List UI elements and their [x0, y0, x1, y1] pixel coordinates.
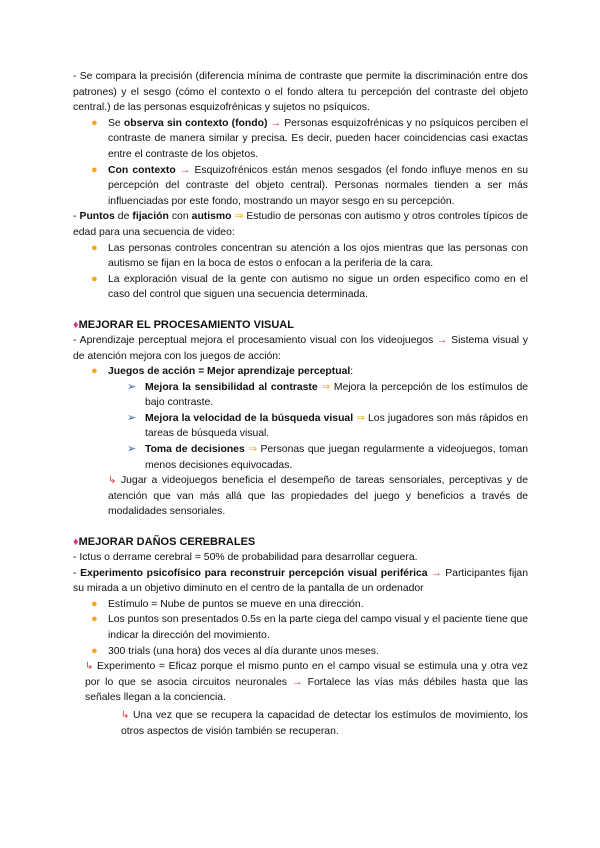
bullet-icon: ● — [91, 365, 98, 378]
diamond-icon: ♦ — [73, 318, 79, 331]
text: Esquizofrénicos están menos sesgados (el fondo influye menos en su percepción del contraste del objeto central). Personas normales tienden a ser más influenciadas por este fondo, mostrando un mayor sesgo en su percepción. — [108, 164, 528, 207]
text: Los jugadores son más rápidos en tareas de búsqueda visual. — [145, 412, 529, 440]
arrow-icon: → — [433, 334, 452, 346]
bold-text: Juegos de acción = Mejor aprendizaje perceptual — [108, 366, 351, 378]
text: Fortalece las vías más débiles hasta que las señales llegan a la conciencia. — [85, 676, 528, 704]
text: - — [73, 567, 81, 579]
bullet-icon: ● — [91, 597, 98, 610]
text: Personas esquizofrénicas y no psíquicos perciben el contraste de manera similar y precisa. Es decir, pueden hacer coincidencias casi exactas entre el contraste de los objetos. — [108, 117, 529, 160]
text: Una vez que se recupera la capacidad de detectar los estímulos de movimiento, los otros aspectos de visión también se recuperan. — [121, 709, 528, 737]
text: - — [73, 211, 80, 223]
note-experiment — [85, 659, 528, 706]
sub-list-item — [127, 442, 529, 473]
text: Sistema visual y de atención mejora con los juegos de acción: — [73, 334, 528, 362]
bullet-icon: ● — [91, 241, 98, 254]
text: Jugar a videojuegos beneficia el desempeño de tareas sensoriales, perceptivas y de atención que van más allá que las propiedades del juego y beneficios a través de modalidades sensoriales. — [108, 475, 528, 518]
text: La exploración visual de la gente con autismo no sigue un orden especifico como en el caso del control que siguen una secuencia determinada. — [108, 273, 528, 301]
return-arrow-icon: ↳ — [85, 661, 94, 673]
bold-text: Toma de decisiones — [145, 444, 245, 456]
arrow-icon: ⇒ — [231, 211, 247, 223]
heading-text: MEJORAR EL PROCESAMIENTO VISUAL — [78, 318, 294, 331]
list-item — [91, 612, 528, 643]
note-recovery — [121, 708, 528, 739]
return-arrow-icon: ↳ — [121, 709, 130, 721]
text: Estudio de personas con autismo y otros controles típicos de edad para una secuencia de video: — [73, 211, 528, 238]
arrow-icon: → — [427, 567, 446, 579]
list-item — [91, 364, 528, 380]
text: Estímulo = Nube de puntos se mueve en una dirección. — [108, 598, 364, 610]
text: Las personas controles concentran su atención a los ojos mientras que las personas con autismo se fijan en la boca de estos o enfocan a la periferia de la cara. — [108, 242, 528, 270]
arrowhead-bullet-icon: ➢ — [127, 380, 137, 393]
bold-text: Mejora la velocidad de la búsqueda visual — [145, 412, 354, 424]
bold-text: Con contexto — [108, 164, 176, 176]
diamond-icon: ♦ — [73, 536, 79, 549]
sub-list-item — [127, 380, 529, 411]
bullet-icon: ● — [91, 116, 98, 129]
sub-list-item — [127, 411, 529, 442]
return-arrow-icon: ↳ — [108, 475, 117, 487]
paragraph-experiment — [73, 566, 528, 597]
section-heading — [73, 534, 528, 550]
list-item — [91, 241, 528, 272]
paragraph-contrast: - Se compara la precisión (diferencia mínima de contraste que permite la discriminación entre dos patrones) y el sesgo (cómo el contexto o el fondo altera tu percepción del contraste del objeto central.) de las personas esquizofrénicas y sujetos no psíquicos. — [73, 71, 528, 114]
list-item — [91, 644, 528, 660]
arrow-icon: → — [175, 164, 195, 176]
paragraph-autism — [73, 209, 528, 240]
list-item — [91, 163, 528, 210]
list-item — [91, 272, 528, 303]
list-item — [91, 597, 528, 613]
section-heading — [73, 317, 528, 333]
arrow-icon: ⇒ — [353, 412, 369, 424]
heading-text: MEJORAR DAÑOS CEREBRALES — [78, 536, 256, 549]
bold-text: fijación — [132, 211, 169, 223]
arrow-icon: → — [267, 117, 285, 129]
bullet-icon: ● — [91, 613, 98, 626]
text: con — [168, 211, 192, 223]
arrow-icon: → — [286, 676, 308, 688]
text: Los puntos son presentados 0.5s en la parte ciega del campo visual y el paciente tiene que indicar la dirección del movimiento. — [108, 614, 528, 641]
list-item — [91, 116, 529, 163]
text: de — [114, 211, 133, 223]
text: 300 trials (una hora) dos veces al día durante unos meses. — [108, 645, 379, 657]
bullet-icon: ● — [91, 272, 98, 285]
paragraph-videogames — [73, 333, 528, 364]
text: - Aprendizaje perceptual mejora el procesamiento visual con los videojuegos — [73, 334, 434, 346]
text: Mejora la percepción de los estímulos de bajo contraste. — [145, 381, 529, 409]
bold-text: Experimento psicofísico para reconstruir percepción visual periférica — [80, 567, 428, 579]
text: : — [350, 366, 354, 378]
note-videogames — [108, 473, 528, 520]
text: Personas que juegan regularmente a videojuegos, toman menos decisiones equivocadas. — [145, 444, 529, 471]
bold-text: autismo — [191, 211, 232, 223]
bullet-icon: ● — [91, 163, 98, 176]
bullet-icon: ● — [91, 644, 98, 657]
paragraph-ictus: - Ictus o derrame cerebral = 50% de probabilidad para desarrollar ceguera. — [73, 552, 418, 564]
text: Se — [108, 117, 124, 129]
bold-text: Puntos — [79, 211, 115, 223]
arrow-icon: ⇒ — [244, 444, 261, 456]
bold-text: observa sin contexto (fondo) — [123, 117, 268, 129]
arrowhead-bullet-icon: ➢ — [127, 443, 137, 456]
bold-text: Mejora la sensibilidad al contraste — [145, 381, 318, 393]
document-body — [73, 69, 528, 739]
arrowhead-bullet-icon: ➢ — [127, 411, 137, 424]
text: Experimento = Eficaz porque el mismo punto en el campo visual se estimula una y otra vez por lo que se asocia circuitos neuronales — [85, 661, 528, 688]
arrow-icon: ⇒ — [317, 381, 334, 393]
text: Participantes fijan su mirada a un objetivo diminuto en el centro de la pantalla de un ordenador — [73, 567, 528, 595]
